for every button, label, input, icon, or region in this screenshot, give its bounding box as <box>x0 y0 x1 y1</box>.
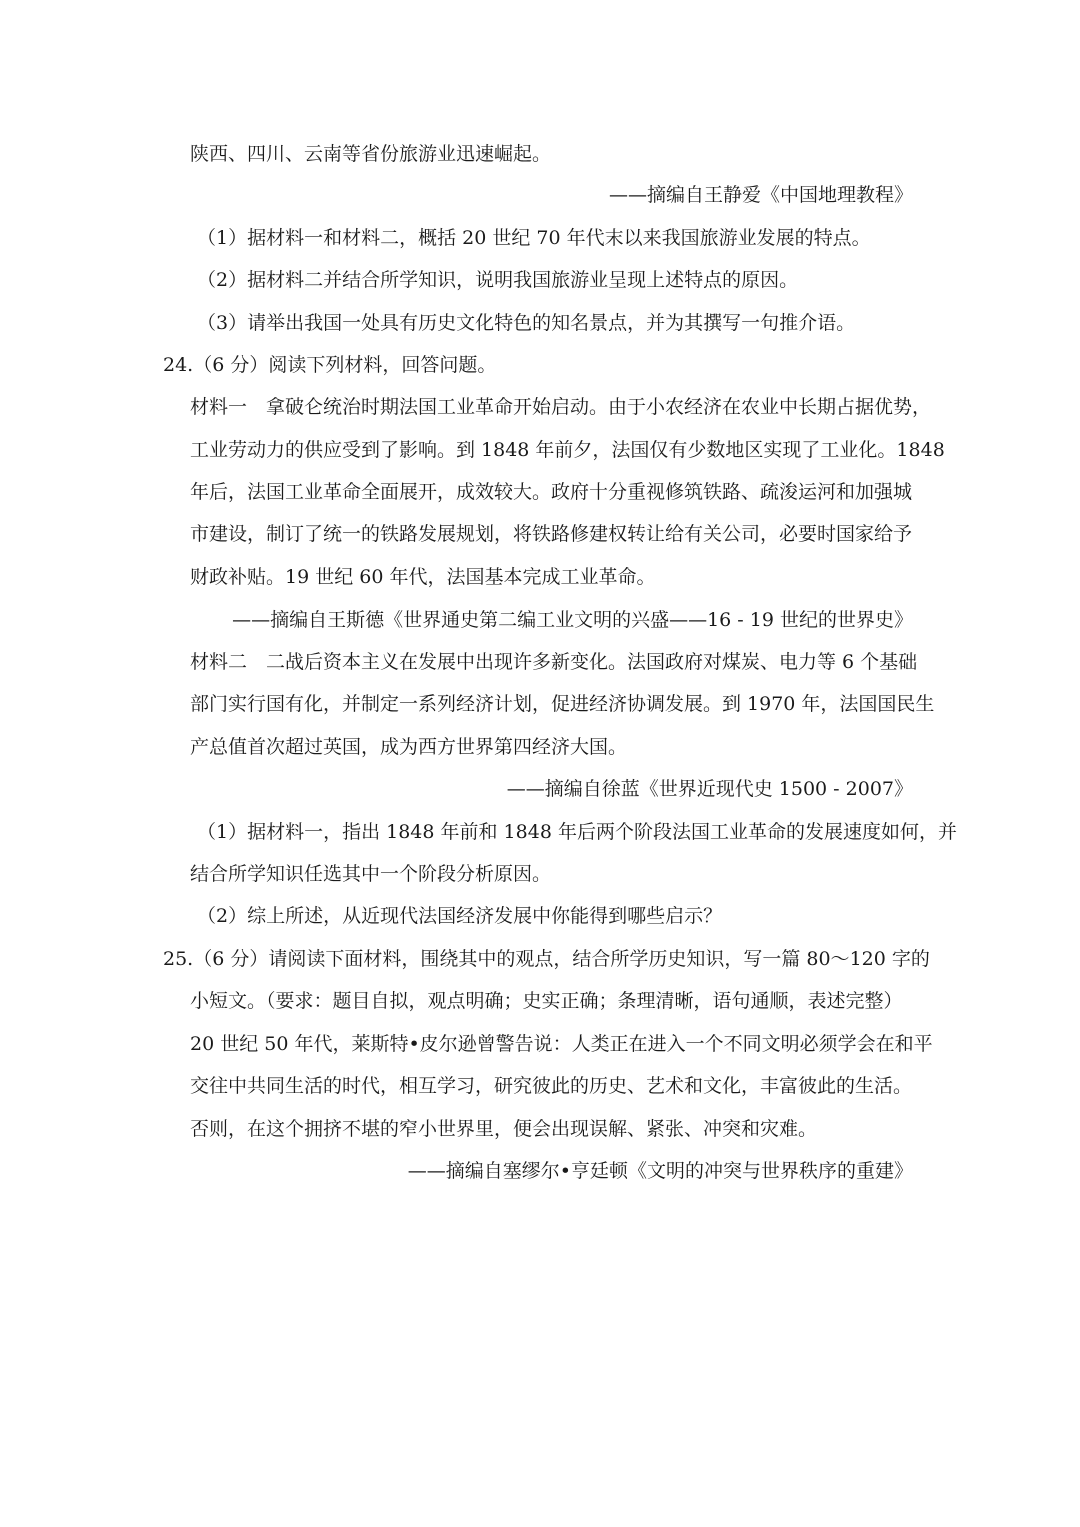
q24-heading: 24.（6 分）阅读下列材料，回答问题。 <box>163 354 497 376</box>
q23-sub2: （2）据材料二并结合所学知识，说明我国旅游业呈现上述特点的原因。 <box>197 269 799 291</box>
q23-source: ——摘编自王静爱《中国地理教程》 <box>608 184 913 206</box>
q25-source: ——摘编自塞缪尔•亨廷顿《文明的冲突与世界秩序的重建》 <box>407 1160 913 1182</box>
q24-material2-line: 部门实行国有化，并制定一系列经济计划，促进经济协调发展。到 1970 年，法国国民生 <box>190 693 935 715</box>
q23-sub3: （3）请举出我国一处具有历史文化特色的知名景点，并为其撰写一句推介语。 <box>197 312 856 334</box>
q24-source1: ——摘编自王斯德《世界通史第二编工业文明的兴盛——16 - 19 世纪的世界史》 <box>232 609 913 631</box>
q24-material2-line: 材料二 二战后资本主义在发展中出现许多新变化。法国政府对煤炭、电力等 6 个基础 <box>190 651 918 673</box>
q24-sub1-line: （1）据材料一，指出 1848 年前和 1848 年后两个阶段法国工业革命的发展速度如何，并 <box>197 821 957 843</box>
q25-heading-line: 小短文。（要求：题目自拟，观点明确；史实正确；条理清晰，语句通顺，表述完整） <box>190 990 903 1012</box>
q24-material1-line: 工业劳动力的供应受到了影响。到 1848 年前夕，法国仅有少数地区实现了工业化。1848 <box>190 439 945 461</box>
q24-material1-line: 财政补贴。19 世纪 60 年代，法国基本完成工业革命。 <box>190 566 656 588</box>
q24-sub1-line: 结合所学知识任选其中一个阶段分析原因。 <box>190 863 552 885</box>
q24-material1-line: 市建设，制订了统一的铁路发展规划，将铁路修建权转让给有关公司，必要时国家给予 <box>190 523 913 545</box>
q24-material1-line: 年后，法国工业革命全面展开，成效较大。政府十分重视修筑铁路、疏浚运河和加强城 <box>190 481 913 503</box>
q25-material-line: 否则，在这个拥挤不堪的窄小世界里，便会出现误解、紧张、冲突和灾难。 <box>190 1118 818 1140</box>
q25-material-line: 20 世纪 50 年代，莱斯特•皮尔逊曾警告说：人类正在进入一个不同文明必须学会在和平 <box>190 1033 933 1055</box>
q24-material1-line: 材料一 拿破仑统治时期法国工业革命开始启动。由于小农经济在农业中长期占据优势， <box>190 396 932 418</box>
q24-source2: ——摘编自徐蓝《世界近现代史 1500 - 2007》 <box>506 778 913 800</box>
q25-heading-line: 25.（6 分）请阅读下面材料，围绕其中的观点，结合所学历史知识，写一篇 80～120 字的 <box>163 948 930 970</box>
q23-material-tail: 陕西、四川、云南等省份旅游业迅速崛起。 <box>190 143 552 165</box>
q23-sub1: （1）据材料一和材料二，概括 20 世纪 70 年代末以来我国旅游业发展的特点。 <box>197 227 871 249</box>
q24-material2-line: 产总值首次超过英国，成为西方世界第四经济大国。 <box>190 736 628 758</box>
q25-material-line: 交往中共同生活的时代，相互学习，研究彼此的历史、艺术和文化，丰富彼此的生活。 <box>190 1075 913 1097</box>
q24-sub2: （2）综上所述，从近现代法国经济发展中你能得到哪些启示？ <box>197 905 723 927</box>
